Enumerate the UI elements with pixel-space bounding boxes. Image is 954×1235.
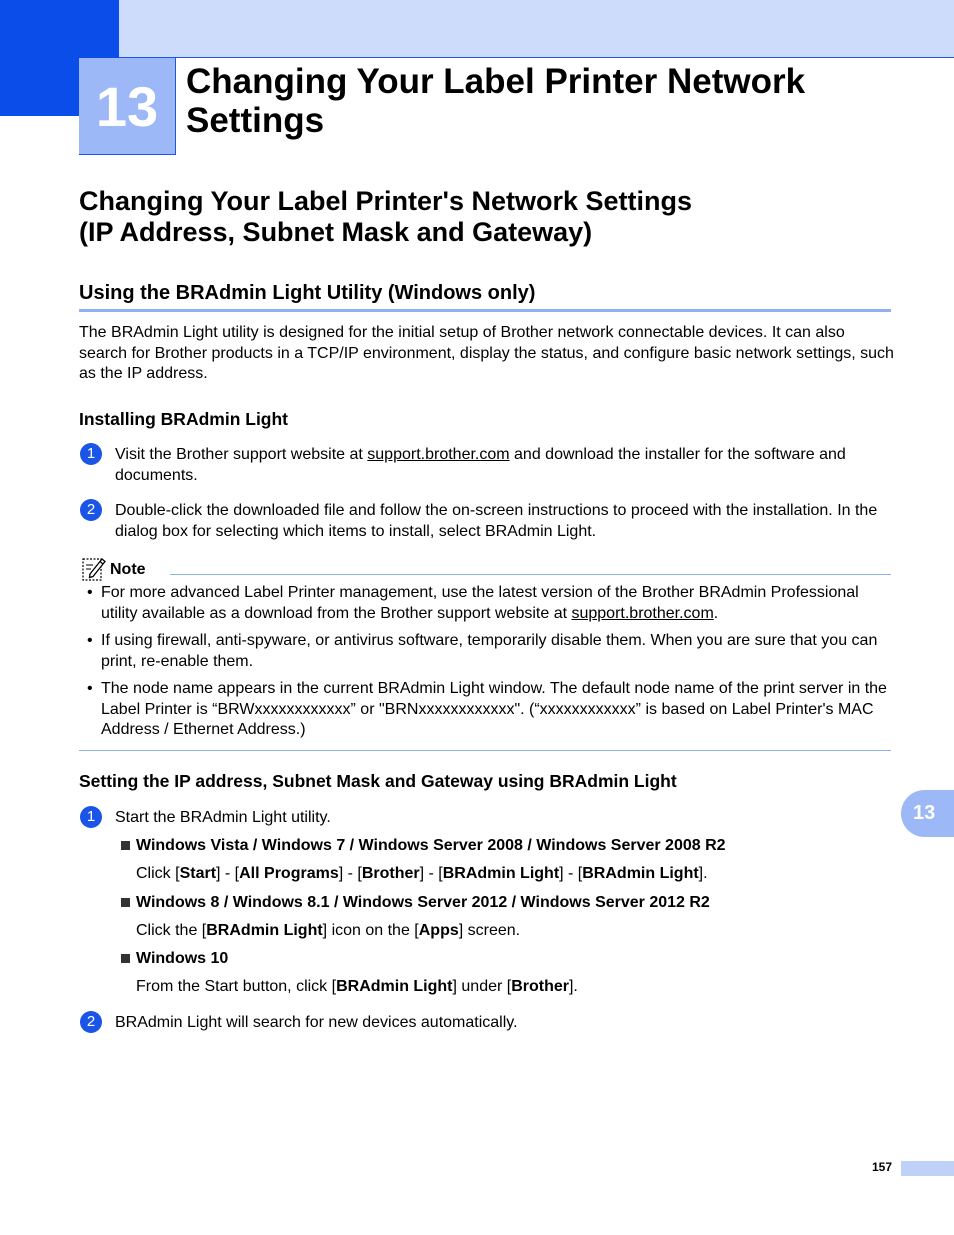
- setting-step-1: Start the BRAdmin Light utility.: [115, 809, 331, 826]
- note-item-3: The node name appears in the current BRAdmin Light window. The default node name of the print server in the Label Printer is “BRWxxxxxxxxxxxx” or "BRNxxxxxxxxxxxx". (“xxxxxxxxxxxx” is based on Label Printer's MAC Address / Ethernet Address.): [101, 680, 887, 738]
- os-1-bradmin-app: BRAdmin Light: [582, 865, 699, 882]
- os-2-title: Windows 8 / Windows 8.1 / Windows Server 2012 / Windows Server 2012 R2: [136, 894, 710, 911]
- setting-step-2-icon: 2: [80, 1011, 102, 1033]
- os-3-title: Windows 10: [136, 950, 229, 967]
- os-1-square-bullet: [121, 841, 130, 850]
- install-step-1-after: and download the installer for the software and documents.: [115, 446, 846, 484]
- os-2-t1: Click the [: [136, 922, 207, 939]
- note-rule-top: [170, 574, 891, 575]
- section-title-line1: Changing Your Label Printer's Network Settings: [79, 186, 693, 216]
- os-3-square-bullet: [121, 954, 130, 963]
- os-3-brother: Brother: [511, 978, 569, 995]
- os-3-t3: ].: [568, 978, 578, 995]
- os-3-instruction: [136, 977, 578, 997]
- setting-title: Setting the IP address, Subnet Mask and Gateway using BRAdmin Light: [79, 771, 677, 791]
- os-1-t4: ] - [: [419, 865, 443, 882]
- os-1-bradmin-folder: BRAdmin Light: [442, 865, 560, 882]
- os-1-t5: ] - [: [559, 865, 583, 882]
- note-bullet-2: •: [87, 632, 93, 649]
- page-number: 157: [871, 1160, 892, 1174]
- note-item-1-after: .: [713, 604, 719, 622]
- os-3-t1: From the Start button, click [: [136, 978, 337, 995]
- support-link[interactable]: support.brother.com: [367, 446, 510, 463]
- os-1-start: Start: [179, 865, 217, 882]
- os-3-t2: ] under [: [452, 978, 512, 995]
- header-divider: [118, 57, 954, 58]
- subsection-title: Using the BRAdmin Light Utility (Windows only): [79, 282, 536, 304]
- subsection-rule: [79, 309, 891, 312]
- note-item-1-before: For more advanced Label Printer management, use the latest version of the Brother BRAdmin Professional utility available as a download from the Brother support website at: [101, 584, 859, 622]
- installing-title: Installing BRAdmin Light: [79, 409, 289, 429]
- os-1-t6: ].: [698, 865, 708, 882]
- os-1-t2: ] - [: [216, 865, 240, 882]
- install-step-1-before: Visit the Brother support website at: [115, 446, 368, 463]
- note-bullet-1: •: [87, 584, 93, 601]
- note-support-link[interactable]: support.brother.com: [571, 604, 714, 622]
- setting-step-1-icon: 1: [80, 806, 102, 828]
- os-1-brother: Brother: [361, 865, 420, 882]
- chapter-side-tab: 13: [901, 790, 954, 837]
- note-item-2: If using firewall, anti-spyware, or antivirus software, temporarily disable them. When you are sure that you can print, re-enable them.: [101, 632, 878, 670]
- page-number-bar: [901, 1161, 954, 1176]
- note-pencil-icon: [81, 555, 108, 582]
- step-1-icon: 1: [80, 443, 102, 465]
- os-1-title: Windows Vista / Windows 7 / Windows Server 2008 / Windows Server 2008 R2: [136, 837, 726, 854]
- os-1-all-programs: All Programs: [239, 865, 339, 882]
- os-2-apps: Apps: [418, 922, 459, 939]
- install-step-1: [115, 445, 893, 486]
- os-2-instruction: [136, 921, 520, 941]
- note-item-1: [101, 583, 893, 624]
- section-title: [79, 186, 919, 248]
- setting-step-2: BRAdmin Light will search for new devices automatically.: [115, 1014, 518, 1031]
- os-2-t2: ] icon on the [: [322, 922, 419, 939]
- os-1-instruction: [136, 864, 708, 884]
- install-step-2: Double-click the downloaded file and follow the on-screen instructions to proceed with the installation. In the dialog box for selecting which items to install, select BRAdmin Light.: [115, 502, 878, 540]
- note-bullet-3: •: [87, 680, 93, 697]
- os-2-square-bullet: [121, 898, 130, 907]
- os-1-t3: ] - [: [338, 865, 362, 882]
- note-rule-bottom: [79, 750, 891, 751]
- section-title-line2: (IP Address, Subnet Mask and Gateway): [79, 217, 593, 247]
- header-band: [0, 0, 954, 58]
- step-2-icon: 2: [80, 499, 102, 521]
- chapter-number: 13: [79, 58, 176, 155]
- os-2-bradmin: BRAdmin Light: [206, 922, 323, 939]
- note-label: Note: [110, 561, 146, 578]
- chapter-title: Changing Your Label Printer Network Settings: [186, 62, 806, 140]
- intro-paragraph: The BRAdmin Light utility is designed for the initial setup of Brother network connectable devices. It can also search for Brother products in a TCP/IP environment, display the status, and configure basic network settings, such as the IP address.: [79, 324, 894, 382]
- os-2-t3: ] screen.: [458, 922, 521, 939]
- os-1-t1: Click [: [136, 865, 180, 882]
- os-3-bradmin: BRAdmin Light: [336, 978, 453, 995]
